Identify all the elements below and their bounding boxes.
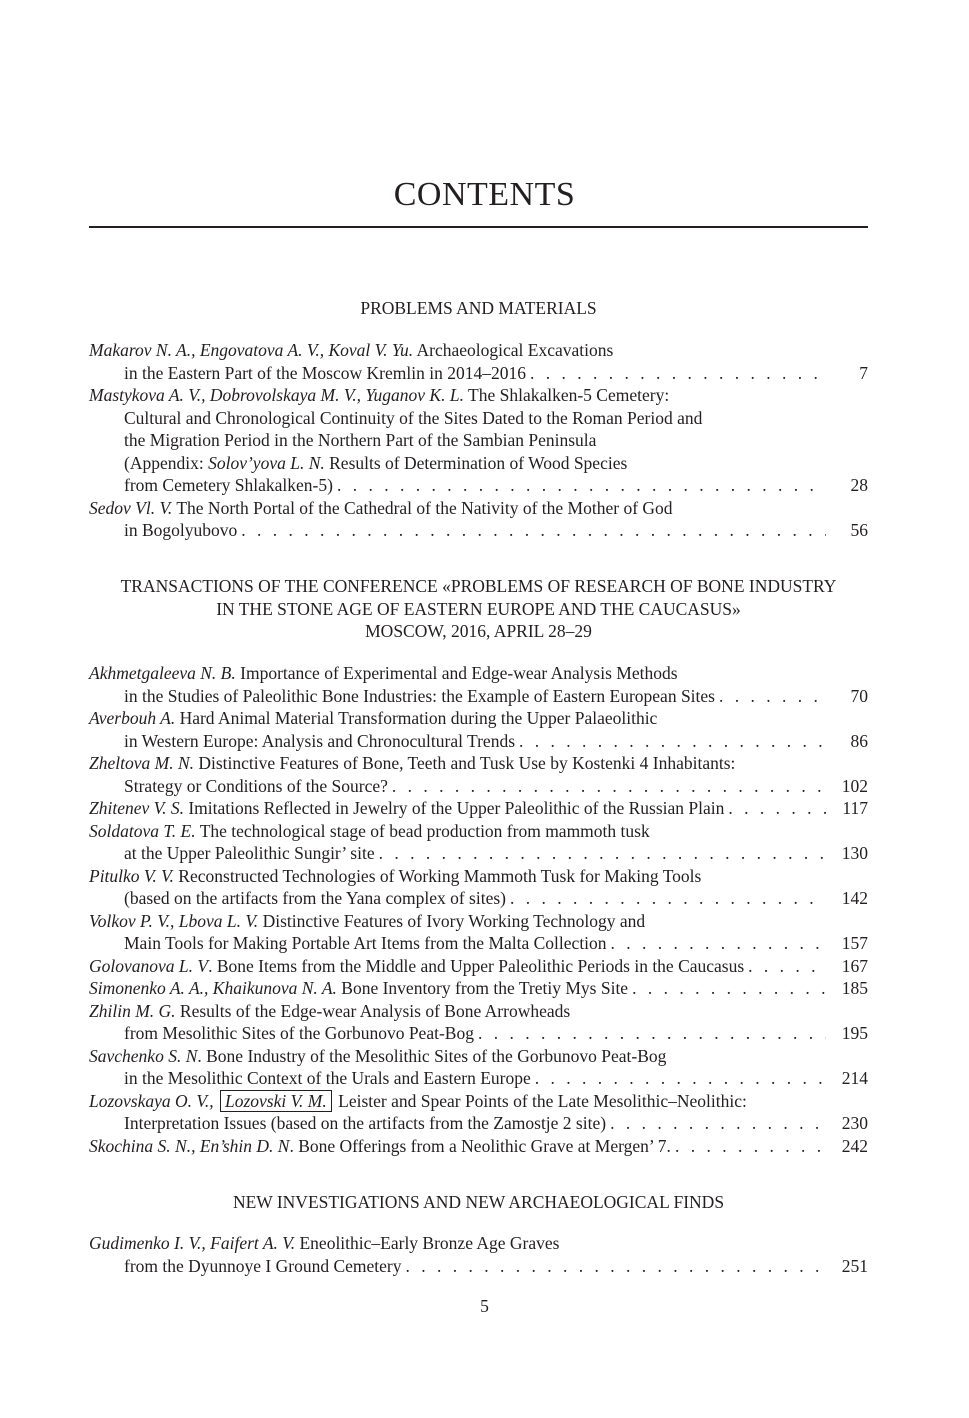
boxed-author-memorial: Lozovski V. M. (220, 1090, 332, 1112)
toc-entry[interactable] (89, 662, 868, 707)
section-heading-problems (89, 297, 868, 320)
dot-leaders (675, 1135, 826, 1158)
entry-page: 117 (842, 798, 868, 818)
toc-entry[interactable] (89, 820, 868, 865)
toc-entry[interactable] (89, 865, 868, 910)
entry-authors: Akhmetgaleeva N. B. (89, 663, 236, 683)
entry-title-last: in the Eastern Part of the Moscow Kremlin in 2014–2016 (124, 362, 526, 383)
entry-page: 28 (850, 475, 868, 495)
entry-title-last: at the Upper Paleolithic Sungir’ site (124, 843, 375, 863)
entry-title-last: from Mesolithic Sites of the Gorbunovo Peat-Bog (124, 1023, 474, 1043)
toc-entry[interactable] (89, 707, 868, 752)
entry-page: 7 (859, 362, 868, 383)
entry-page: 70 (850, 685, 868, 706)
toc-entry[interactable] (89, 1090, 868, 1135)
dot-leaders (379, 842, 826, 865)
dot-leaders (748, 955, 826, 978)
entry-authors: Gudimenko I. V., Faifert A. V. (89, 1233, 296, 1253)
entry-title: Reconstructed Technologies of Working Mammoth Tusk for Making Tools (178, 865, 702, 886)
dot-leaders (728, 797, 826, 820)
entry-title-last: from the Dyunnoye I Ground Cemetery (124, 1255, 402, 1276)
dot-leaders (611, 932, 826, 955)
entry-page: 230 (841, 1113, 868, 1133)
title-rule (89, 226, 868, 228)
toc-entry[interactable] (89, 1045, 868, 1090)
section-heading-line: TRANSACTIONS OF THE CONFERENCE «PROBLEMS OF RESEARCH OF BONE INDUSTRY (120, 576, 837, 596)
section-heading-line: NEW INVESTIGATIONS AND NEW ARCHAEOLOGICAL FINDS (232, 1192, 725, 1212)
entry-title: . Bone Items from the Middle and Upper Paleolithic Periods in the Caucasus (208, 955, 745, 976)
entry-title-last: in Western Europe: Analysis and Chronocultural Trends (124, 730, 516, 751)
toc-entry[interactable] (89, 910, 868, 955)
toc-entry[interactable] (89, 797, 868, 820)
entry-title-last: in the Mesolithic Context of the Urals and Eastern Europe (124, 1068, 531, 1088)
entry-authors: Makarov N. A., Engovatova A. V., Koval V. Yu. (89, 340, 414, 360)
entry-title: Bone Inventory from the Tretiy Mys Site (341, 978, 629, 998)
dot-leaders (519, 730, 826, 753)
dot-leaders (719, 685, 826, 708)
page-number: 5 (480, 1296, 489, 1316)
entry-page: 195 (841, 1023, 868, 1043)
page-title: CONTENTS (393, 176, 576, 213)
entry-authors: Averbouh A. (89, 708, 176, 728)
dot-leaders (530, 362, 826, 385)
entry-title: Imitations Reflected in Jewelry of the Upper Paleolithic of the Russian Plain (188, 798, 725, 818)
section-entries-transactions (89, 662, 868, 1157)
entry-title: Distinctive Features of Bone, Teeth and Tusk Use by Kostenki 4 Inhabitants: (198, 753, 736, 773)
entry-title-last: Main Tools for Making Portable Art Items from the Malta Collection (124, 933, 607, 953)
dot-leaders (535, 1067, 826, 1090)
dot-leaders (510, 887, 826, 910)
toc-entry[interactable] (89, 955, 868, 978)
entry-title: Eneolithic–Early Bronze Age Graves (299, 1233, 560, 1253)
entry-authors: Zhitenev V. S. (89, 798, 184, 818)
toc-entry[interactable] (89, 977, 868, 1000)
entry-title-line: Cultural and Chronological Continuity of the Sites Dated to the Roman Period and (124, 407, 703, 428)
entry-page: 242 (841, 1135, 868, 1156)
section-heading-new-investigations (89, 1191, 868, 1214)
entry-title: Archaeological Excavations (416, 340, 614, 360)
entry-title: The technological stage of bead production from mammoth tusk (199, 820, 650, 841)
entry-title: Leister and Spear Points of the Late Mesolithic–Neolithic: (338, 1090, 747, 1111)
appendix-title: Results of Determination of Wood Species (329, 452, 628, 473)
appendix-prefix: (Appendix: (124, 452, 204, 473)
entry-page: 86 (850, 730, 868, 751)
toc-entry[interactable] (89, 384, 868, 497)
entry-title: Importance of Experimental and Edge-wear Analysis Methods (240, 663, 678, 683)
entry-authors: Savchenko S. N (89, 1045, 198, 1066)
dot-leaders (241, 519, 826, 542)
entry-authors: Golovanova L. V (89, 955, 209, 976)
entry-page: 157 (841, 933, 868, 953)
entry-authors: Pitulko V. V. (89, 865, 174, 886)
entry-authors: Zheltova M. N. (89, 753, 194, 773)
dot-leaders (610, 1112, 826, 1135)
entry-page: 142 (841, 888, 868, 908)
entry-page: 167 (841, 955, 868, 976)
entry-title: Results of the Edge-wear Analysis of Bone Arrowheads (179, 1000, 571, 1021)
toc-entry[interactable] (89, 1232, 868, 1277)
entry-page: 56 (850, 520, 868, 540)
entry-title: Hard Animal Material Transformation during the Upper Palaeolithic (179, 708, 658, 728)
entry-page: 214 (841, 1068, 868, 1088)
entry-page: 251 (841, 1255, 868, 1276)
section-heading-line: PROBLEMS AND MATERIALS (360, 298, 597, 318)
appendix-authors: Solov’yova L. N. (208, 452, 325, 473)
toc-entry[interactable] (89, 1135, 868, 1158)
entry-page: 185 (841, 978, 868, 998)
entry-title: . Bone Offerings from a Neolithic Grave at Mergen’ 7. (289, 1135, 671, 1156)
entry-authors: Simonenko A. A., Khaikunova N. A. (89, 978, 337, 998)
dot-leaders (632, 977, 826, 1000)
section-heading-line: IN THE STONE AGE OF EASTERN EUROPE AND THE CAUCASUS» (216, 598, 741, 619)
toc-entry[interactable] (89, 1000, 868, 1045)
toc-entry[interactable] (89, 752, 868, 797)
dot-leaders (337, 474, 826, 497)
dot-leaders (392, 775, 826, 798)
entry-authors: Zhilin M. G. (89, 1000, 176, 1021)
entry-page: 130 (841, 843, 868, 863)
entry-title: The Shlakalken-5 Cemetery: (468, 385, 670, 405)
entry-title-last: Strategy or Conditions of the Source? (124, 775, 388, 796)
entry-title: . Bone Industry of the Mesolithic Sites of the Gorbunovo Peat-Bog (197, 1045, 667, 1066)
entry-title-last: from Cemetery Shlakalken-5) (124, 475, 333, 495)
entry-title: Distinctive Features of Ivory Working Technology and (262, 910, 646, 931)
entry-title-last: in Bogolyubovo (124, 520, 238, 540)
entry-title-line: the Migration Period in the Northern Part of the Sambian Peninsula (124, 430, 597, 450)
dot-leaders (478, 1022, 826, 1045)
entry-title-last: in the Studies of Paleolithic Bone Industries: the Example of Eastern European Sites (124, 685, 715, 706)
dot-leaders (406, 1255, 827, 1278)
entry-authors: Soldatova T. E. (89, 820, 196, 841)
section-entries-new-investigations (89, 1232, 868, 1277)
entry-authors: Volkov P. V., Lbova L. V. (89, 910, 259, 931)
section-heading-line: MOSCOW, 2016, APRIL 28–29 (365, 621, 592, 641)
section-entries-problems (89, 339, 868, 542)
entry-authors: Sedov Vl. V. (89, 497, 173, 518)
entry-authors: Lozovskaya O. V., (89, 1090, 214, 1111)
section-heading-transactions (89, 575, 868, 643)
entry-authors: Skochina S. N., En’shin D. N (89, 1135, 290, 1156)
entry-title: The North Portal of the Cathedral of the Nativity of the Mother of God (176, 497, 673, 518)
entry-title-last: (based on the artifacts from the Yana complex of sites) (124, 888, 506, 908)
entry-authors: Mastykova A. V., Dobrovolskaya M. V., Yuganov K. L. (89, 385, 464, 405)
entry-title-last: Interpretation Issues (based on the artifacts from the Zamostje 2 site) (124, 1113, 607, 1133)
toc-entry[interactable] (89, 339, 868, 384)
toc-entry[interactable] (89, 497, 868, 542)
entry-page: 102 (841, 775, 868, 796)
